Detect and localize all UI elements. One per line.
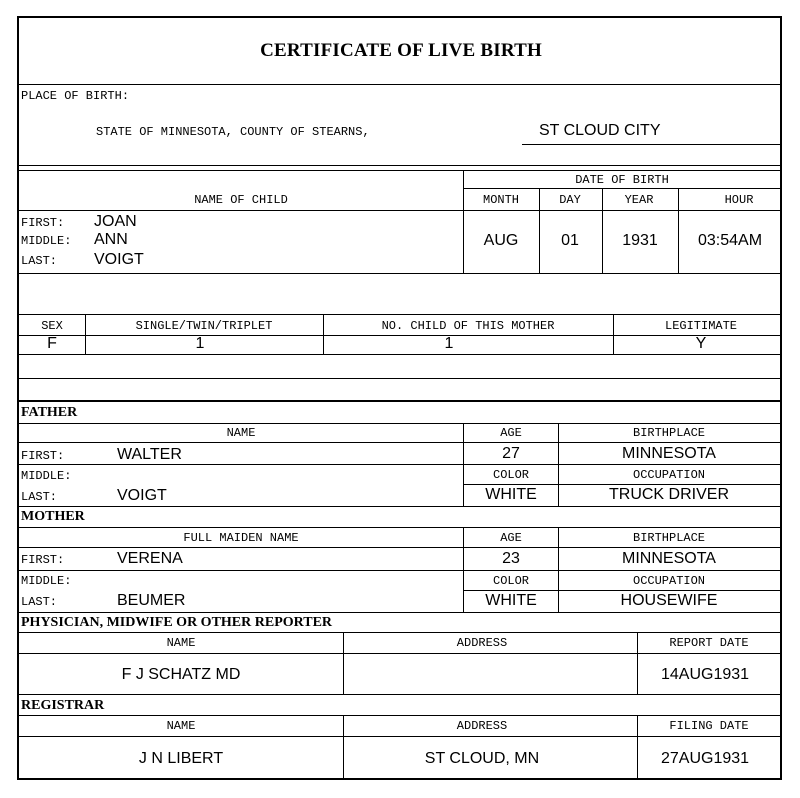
divider	[19, 378, 780, 379]
child-name-header: NAME OF CHILD	[194, 193, 288, 207]
divider	[19, 400, 780, 402]
child-first-name: JOAN	[94, 213, 137, 230]
divider	[463, 590, 780, 591]
divider	[343, 715, 344, 778]
divider	[19, 736, 780, 737]
certificate-title: CERTIFICATE OF LIVE BIRTH	[260, 40, 542, 61]
divider	[463, 170, 464, 273]
divider	[637, 632, 638, 694]
father-last-label: LAST:	[21, 490, 58, 504]
divider	[19, 84, 780, 85]
divider	[19, 170, 780, 171]
mother-middle-label: MIDDLE:	[21, 574, 72, 588]
mother-color-label: COLOR	[492, 574, 530, 588]
father-occupation-label: OCCUPATION	[632, 468, 706, 482]
child-first-label: FIRST:	[21, 216, 65, 230]
month-label: MONTH	[482, 193, 520, 207]
registrar-address-label: ADDRESS	[456, 719, 508, 733]
registrar-name: J N LIBERT	[138, 750, 224, 767]
birth-month: AUG	[483, 232, 519, 249]
dob-header: DATE OF BIRTH	[575, 173, 669, 187]
place-of-birth-label: PLACE OF BIRTH:	[21, 89, 130, 103]
father-name-header: NAME	[226, 426, 256, 440]
hour-label: HOUR	[724, 193, 754, 207]
year-label: YEAR	[624, 193, 654, 207]
divider	[463, 484, 780, 485]
birth-day: 01	[561, 232, 579, 249]
physician-name-label: NAME	[166, 636, 196, 650]
registrar-section-title: REGISTRAR	[21, 698, 105, 713]
divider	[19, 423, 780, 424]
father-first-name: WALTER	[117, 446, 182, 463]
day-label: DAY	[559, 193, 581, 207]
divider	[19, 715, 780, 716]
physician-section-title: PHYSICIAN, MIDWIFE OR OTHER REPORTER	[21, 615, 333, 630]
father-age: 27	[502, 445, 520, 462]
divider	[602, 188, 603, 273]
divider	[19, 335, 780, 336]
mother-last-label: LAST:	[21, 595, 58, 609]
birth-certificate	[17, 16, 782, 780]
legitimate-value: Y	[695, 335, 707, 352]
mother-first-label: FIRST:	[21, 553, 65, 567]
divider	[19, 210, 780, 211]
father-birthplace-label: BIRTHPLACE	[632, 426, 706, 440]
mother-occupation: HOUSEWIFE	[620, 592, 718, 609]
divider	[19, 653, 780, 654]
report-date-label: REPORT DATE	[669, 636, 749, 650]
father-section-title: FATHER	[21, 405, 78, 420]
father-first-label: FIRST:	[21, 449, 65, 463]
divider	[19, 547, 780, 548]
birth-year: 1931	[622, 232, 658, 249]
divider	[613, 314, 614, 354]
divider	[19, 612, 780, 613]
plurality-label: SINGLE/TWIN/TRIPLET	[135, 319, 273, 333]
father-color: WHITE	[485, 486, 537, 503]
divider	[19, 570, 780, 571]
filing-date-label: FILING DATE	[669, 719, 749, 733]
mother-age-label: AGE	[500, 531, 522, 545]
divider	[463, 527, 464, 612]
birth-hour: 03:54AM	[697, 232, 763, 249]
child-last-name: VOIGT	[94, 251, 144, 268]
divider	[343, 632, 344, 694]
father-birthplace: MINNESOTA	[622, 445, 716, 462]
mother-section-title: MOTHER	[21, 509, 85, 524]
divider	[19, 506, 780, 507]
place-of-birth-city: ST CLOUD CITY	[539, 122, 661, 139]
divider	[19, 314, 780, 315]
registrar-name-label: NAME	[166, 719, 196, 733]
registrar-address: ST CLOUD, MN	[424, 750, 540, 767]
child-middle-label: MIDDLE:	[21, 234, 72, 248]
divider	[19, 165, 780, 166]
mother-color: WHITE	[485, 592, 537, 609]
divider	[19, 464, 780, 465]
father-age-label: AGE	[500, 426, 522, 440]
divider	[19, 442, 780, 443]
physician-address-label: ADDRESS	[456, 636, 508, 650]
divider	[463, 188, 780, 189]
father-last-name: VOIGT	[117, 487, 167, 504]
place-of-birth-text: STATE OF MINNESOTA, COUNTY OF STEARNS,	[96, 125, 370, 139]
city-underline	[522, 144, 780, 145]
divider	[323, 314, 324, 354]
mother-first-name: VERENA	[117, 550, 183, 567]
divider	[19, 527, 780, 528]
plurality-value: 1	[195, 335, 205, 352]
divider	[558, 423, 559, 506]
divider	[539, 188, 540, 273]
child-number-label: NO. CHILD OF THIS MOTHER	[381, 319, 555, 333]
father-occupation: TRUCK DRIVER	[608, 486, 730, 503]
report-date: 14AUG1931	[660, 666, 750, 683]
filing-date: 27AUG1931	[660, 750, 750, 767]
mother-name-header: FULL MAIDEN NAME	[183, 531, 299, 545]
mother-occupation-label: OCCUPATION	[632, 574, 706, 588]
divider	[678, 188, 679, 273]
divider	[85, 314, 86, 354]
divider	[19, 273, 780, 274]
mother-birthplace-label: BIRTHPLACE	[632, 531, 706, 545]
divider	[637, 715, 638, 778]
mother-birthplace: MINNESOTA	[622, 550, 716, 567]
legitimate-label: LEGITIMATE	[664, 319, 738, 333]
sex-value: F	[47, 335, 57, 352]
mother-last-name: BEUMER	[117, 592, 186, 609]
child-middle-name: ANN	[94, 231, 128, 248]
divider	[463, 423, 464, 506]
sex-label: SEX	[41, 319, 63, 333]
physician-name: F J SCHATZ MD	[121, 666, 241, 683]
father-middle-label: MIDDLE:	[21, 469, 72, 483]
divider	[19, 694, 780, 695]
divider	[558, 527, 559, 612]
child-last-label: LAST:	[21, 254, 58, 268]
divider	[19, 632, 780, 633]
father-color-label: COLOR	[492, 468, 530, 482]
child-number-value: 1	[444, 335, 454, 352]
mother-age: 23	[502, 550, 520, 567]
divider	[19, 354, 780, 355]
